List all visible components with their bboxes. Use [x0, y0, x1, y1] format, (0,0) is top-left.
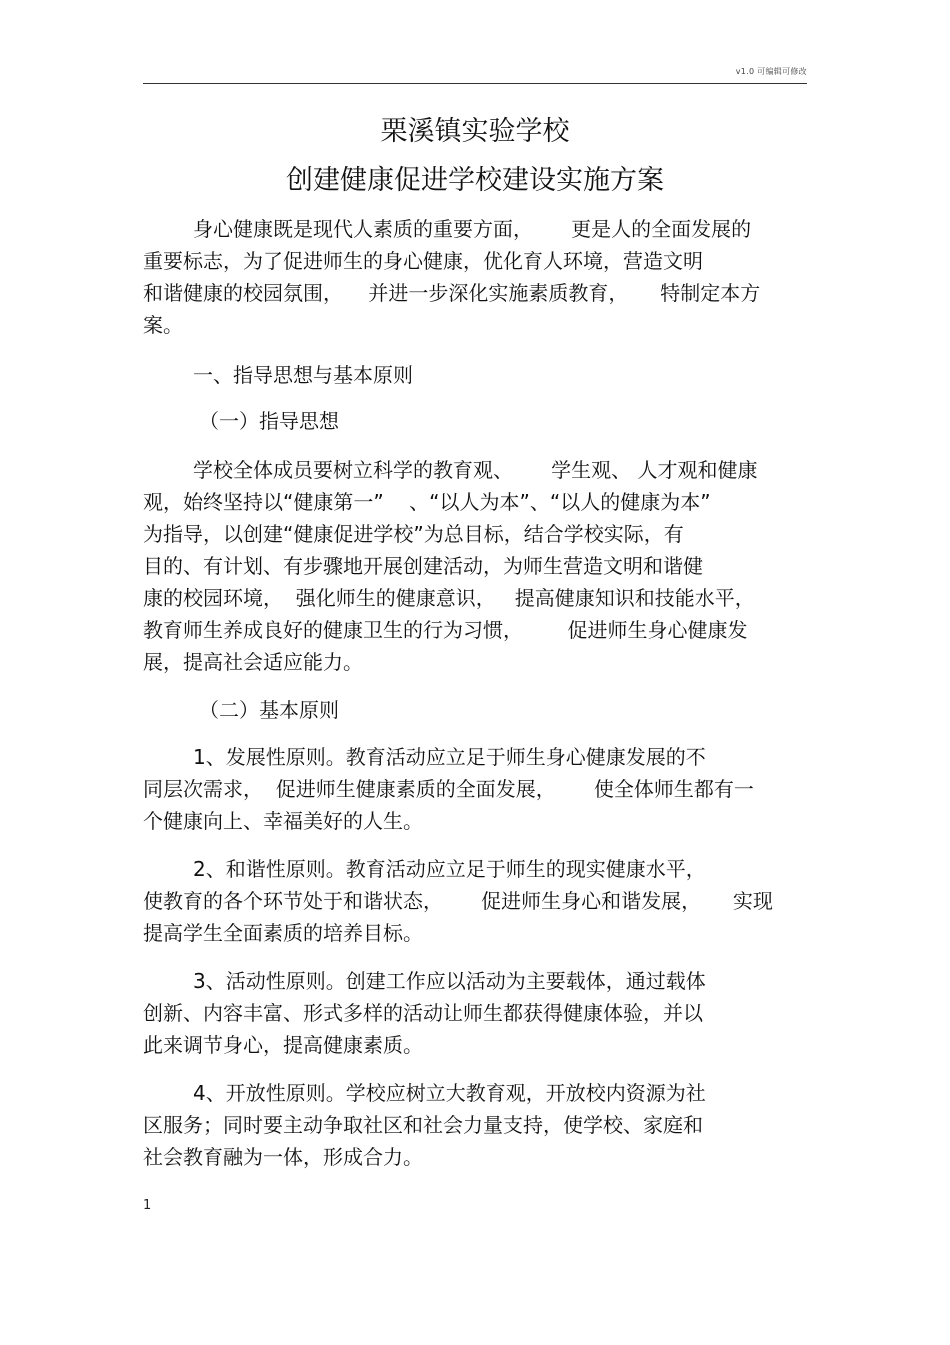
guiding-line: 展，提高社会适应能力。 [143, 650, 363, 674]
principle-line: 此来调节身心，提高健康素质。 [143, 1033, 423, 1057]
intro-line: 身心健康既是现代人素质的重要方面， 更是人的全面发展的 [193, 217, 752, 241]
principle-line: 个健康向上、幸福美好的人生。 [143, 809, 423, 833]
header-divider [143, 83, 807, 84]
page-number: 1 [143, 1198, 152, 1213]
principle-line: 社会教育融为一体，形成合力。 [143, 1145, 423, 1169]
principle-line: 1、发展性原则。教育活动应立足于师生身心健康发展的不 [193, 745, 706, 769]
principle-line: 4、开放性原则。学校应树立大教育观，开放校内资源为社 [193, 1081, 706, 1105]
intro-line: 重要标志，为了促进师生的身心健康，优化育人环境，营造文明 [143, 249, 703, 273]
principle-line: 2、和谐性原则。教育活动应立足于师生的现实健康水平， [193, 857, 706, 881]
guiding-line: 观，始终坚持以“健康第一” 、“以人为本”、“以人的健康为本” [143, 490, 711, 514]
document-title-plan: 创建健康促进学校建设实施方案 [286, 165, 664, 196]
guiding-line: 为指导，以创建“健康促进学校”为总目标，结合学校实际，有 [143, 522, 684, 546]
section-heading: 一、指导思想与基本原则 [193, 363, 413, 387]
document-title-school: 栗溪镇实验学校 [380, 116, 570, 147]
guiding-line: 目的、有计划、有步骤地开展创建活动，为师生营造文明和谐健 [143, 554, 703, 578]
principle-line: 使教育的各个环节处于和谐状态， 促进师生身心和谐发展， 实现 [143, 889, 773, 913]
intro-line: 案。 [143, 313, 183, 337]
principle-line: 3、活动性原则。创建工作应以活动为主要载体，通过载体 [193, 969, 706, 993]
principle-line: 创新、内容丰富、形式多样的活动让师生都获得健康体验，并以 [143, 1001, 703, 1025]
principle-line: 提高学生全面素质的培养目标。 [143, 921, 423, 945]
guiding-line: 教育师生养成良好的健康卫生的行为习惯， 促进师生身心健康发 [143, 618, 748, 642]
principle-line: 区服务；同时要主动争取社区和社会力量支持，使学校、家庭和 [143, 1113, 703, 1137]
version-note: v1.0 可编辑可修改 [735, 67, 807, 76]
subsection-heading: （二）基本原则 [199, 698, 339, 722]
intro-line: 和谐健康的校园氛围， 并进一步深化实施素质教育， 特制定本方 [143, 281, 761, 305]
guiding-line: 学校全体成员要树立科学的教育观、 学生观、 人才观和健康 [193, 458, 758, 482]
guiding-line: 康的校园环境， 强化师生的健康意识， 提高健康知识和技能水平， [143, 586, 755, 610]
subsection-heading: （一）指导思想 [199, 409, 339, 433]
principle-line: 同层次需求， 促进师生健康素质的全面发展， 使全体师生都有一 [143, 777, 754, 801]
